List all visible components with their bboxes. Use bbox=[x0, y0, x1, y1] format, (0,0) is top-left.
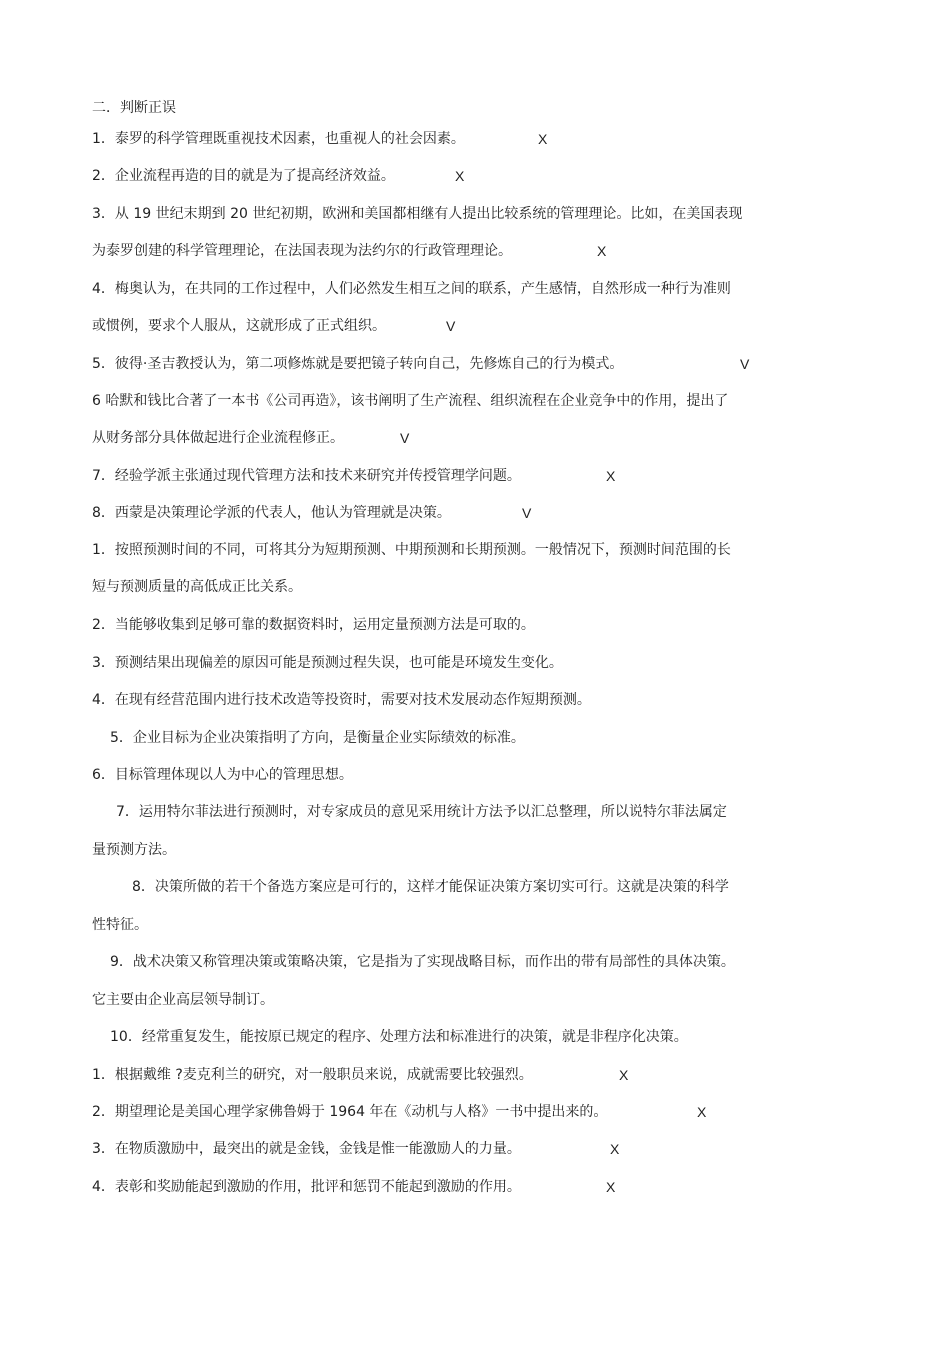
statement-line: 8．西蒙是决策理论学派的代表人，他认为管理就是决策。 bbox=[92, 505, 451, 521]
answer-mark: X bbox=[619, 1067, 629, 1083]
answer-mark: X bbox=[606, 1179, 616, 1195]
statement-line: 8．决策所做的若干个备选方案应是可行的，这样才能保证决策方案切实可行。这就是决策的科学 bbox=[132, 879, 729, 895]
statement-line: 量预测方法。 bbox=[92, 842, 176, 858]
statement-line: 3．从 19 世纪末期到 20 世纪初期，欧洲和美国都相继有人提出比较系统的管理理论。比如，在美国表现 bbox=[92, 206, 743, 222]
answer-mark: V bbox=[400, 430, 410, 446]
statement-line: 1．泰罗的科学管理既重视技术因素，也重视人的社会因素。 bbox=[92, 131, 465, 147]
statement-line: 3．预测结果出现偏差的原因可能是预测过程失误，也可能是环境发生变化。 bbox=[92, 655, 563, 671]
answer-mark: X bbox=[697, 1104, 707, 1120]
section-heading: 二．判断正误 bbox=[92, 100, 176, 116]
answer-mark: V bbox=[522, 505, 532, 521]
statement-line: 性特征。 bbox=[92, 917, 148, 933]
answer-mark: X bbox=[610, 1141, 620, 1157]
statement-line: 7．经验学派主张通过现代管理方法和技术来研究并传授管理学问题。 bbox=[92, 468, 521, 484]
statement-line: 6 哈默和钱比合著了一本书《公司再造》，该书阐明了生产流程、组织流程在企业竞争中的作用，提出了 bbox=[92, 393, 729, 409]
statement-line: 4．在现有经营范围内进行技术改造等投资时，需要对技术发展动态作短期预测。 bbox=[92, 692, 591, 708]
statement-line: 1．按照预测时间的不同，可将其分为短期预测、中期预测和长期预测。一般情况下，预测时间范围的长 bbox=[92, 542, 731, 558]
statement-line: 6．目标管理体现以人为中心的管理思想。 bbox=[92, 767, 353, 783]
statement-line: 2．期望理论是美国心理学家佛鲁姆于 1964 年在《动机与人格》一书中提出来的。 bbox=[92, 1104, 608, 1120]
statement-line: 3．在物质激励中，最突出的就是金钱，金钱是惟一能激励人的力量。 bbox=[92, 1141, 521, 1157]
statement-line: 或惯例，要求个人服从，这就形成了正式组织。 bbox=[92, 318, 386, 334]
statement-line: 5．企业目标为企业决策指明了方向，是衡量企业实际绩效的标准。 bbox=[110, 730, 525, 746]
statement-line: 1．根据戴维 ?麦克利兰的研究，对一般职员来说，成就需要比较强烈。 bbox=[92, 1067, 533, 1083]
statement-line: 10．经常重复发生，能按原已规定的程序、处理方法和标准进行的决策，就是非程序化决策。 bbox=[110, 1029, 688, 1045]
statement-line: 4．表彰和奖励能起到激励的作用，批评和惩罚不能起到激励的作用。 bbox=[92, 1179, 521, 1195]
statement-line: 它主要由企业高层领导制订。 bbox=[92, 992, 274, 1008]
statement-line: 5．彼得·圣吉教授认为，第二项修炼就是要把镜子转向自己，先修炼自己的行为模式。 bbox=[92, 356, 624, 372]
statement-line: 2．企业流程再造的目的就是为了提高经济效益。 bbox=[92, 168, 395, 184]
statement-line: 7．运用特尔菲法进行预测时，对专家成员的意见采用统计方法予以汇总整理，所以说特尔菲法属定 bbox=[116, 804, 727, 820]
statement-line: 短与预测质量的高低成正比关系。 bbox=[92, 579, 302, 595]
statement-line: 4．梅奥认为，在共同的工作过程中，人们必然发生相互之间的联系，产生感情，自然形成一种行为准则 bbox=[92, 281, 731, 297]
answer-mark: X bbox=[455, 168, 465, 184]
answer-mark: X bbox=[606, 468, 616, 484]
statement-line: 2．当能够收集到足够可靠的数据资料时，运用定量预测方法是可取的。 bbox=[92, 617, 535, 633]
answer-mark: X bbox=[538, 131, 548, 147]
answer-mark: X bbox=[597, 243, 607, 259]
answer-mark: V bbox=[446, 318, 456, 334]
statement-line: 9．战术决策又称管理决策或策略决策，它是指为了实现战略目标，而作出的带有局部性的具体决策。 bbox=[110, 954, 735, 970]
statement-line: 为泰罗创建的科学管理理论，在法国表现为法约尔的行政管理理论。 bbox=[92, 243, 512, 259]
answer-mark: V bbox=[740, 356, 750, 372]
statement-line: 从财务部分具体做起进行企业流程修正。 bbox=[92, 430, 344, 446]
